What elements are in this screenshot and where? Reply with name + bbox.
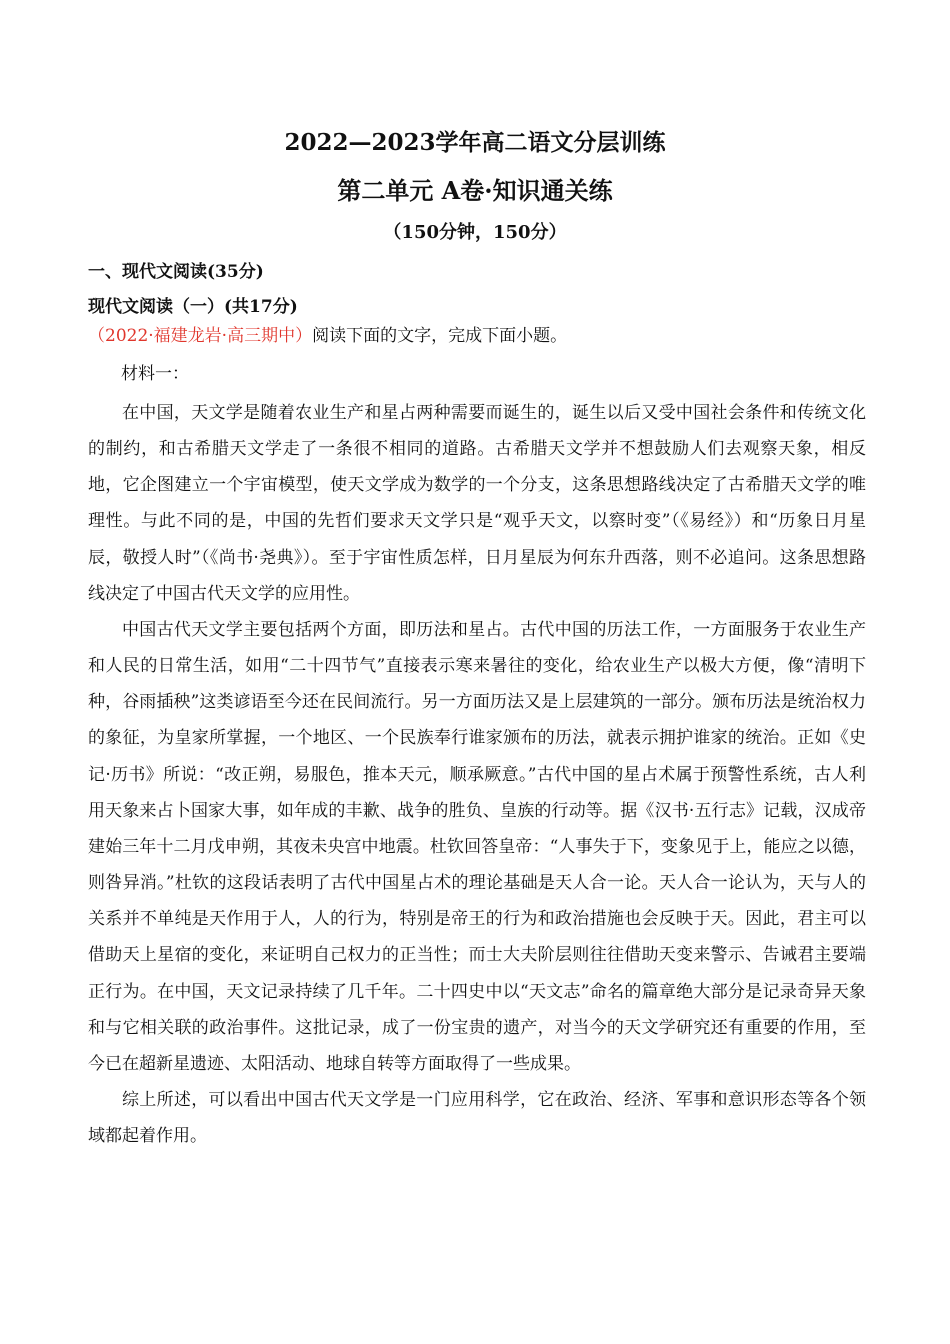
paragraph: 在中国，天文学是随着农业生产和星占两种需要而诞生的，诞生以后又受中国社会条件和传统文化的制约，和古希腊天文学走了一条很不相同的道路。古希腊天文学并不想鼓励人们去观察天象，相反地，它企图建立一个宇宙模型，使天文学成为数学的一个分支，这条思想路线决定了古希腊天文学的唯理性。与此不同的是，中国的先哲们要求天文学只是“观乎天文，以察时变”（《易经》）和“历象日月星辰，敬授人时”（《尚书·尧典》）。至于宇宙性质怎样，日月星辰为何东升西落，则不必追问。这条思想路线决定了中国古代天文学的应用性。 bbox=[88, 403, 866, 604]
paragraph: 中国古代天文学主要包括两个方面，即历法和星占。古代中国的历法工作，一方面服务于农业生产和人民的日常生活，如用“二十四节气”直接表示寒来暑往的变化，给农业生产以极大方便，像“清明下种，谷雨插秧”这类谚语至今还在民间流行。另一方面历法又是上层建筑的一部分。颁布历法是统治权力的象征，为皇家所掌握，一个地区、一个民族奉行谁家颁布的历法，就表示拥护谁家的统治。正如《史记·历书》所说：“改正朔，易服色，推本天元，顺承厥意。”古代中国的星占术属于预警性系统，古人利用天象来占卜国家大事，如年成的丰歉、战争的胜负、皇族的行动等。据《汉书·五行志》记载，汉成帝建始三年十二月戊申朔，其夜未央宫中地震。杜钦回答皇帝：“人事失于下，变象见于上，能应之以德，则咎异消。”杜钦的这段话表明了古代中国星占术的理论基础是天人合一论。天人合一论认为，天与人的关系并不单纯是天作用于人，人的行为，特别是帝王的行为和政治措施也会反映于天。因此，君主可以借助天上星宿的变化，来证明自己权力的正当性；而士大夫阶层则往往借助天变来警示、告诫君主要端正行为。在中国，天文记录持续了几千年。二十四史中以“天文志”命名的篇章绝大部分是记录奇异天象和与它相关联的政治事件。这批记录，成了一份宝贵的遗产，对当今的天文学研究还有重要的作用，至今已在超新星遗迹、太阳活动、地球自转等方面取得了一些成果。 bbox=[88, 619, 866, 1074]
time-score: （150分钟，150分） bbox=[383, 222, 567, 243]
instruction-text: 阅读下面的文字，完成下面小题。 bbox=[312, 326, 568, 346]
passage-body bbox=[88, 395, 866, 1154]
paragraph: 综上所述，可以看出中国古代天文学是一门应用科学，它在政治、经济、军事和意识形态等各个领域都起着作用。 bbox=[88, 1089, 866, 1147]
question-intro bbox=[88, 321, 567, 346]
page-subtitle: 第二单元 A卷·知识通关练 bbox=[337, 176, 613, 205]
section-subheading: 现代文阅读（一）(共17分) bbox=[88, 297, 298, 317]
page-title: 2022—2023学年高二语文分层训练 bbox=[284, 129, 666, 156]
material-label: 材料一： bbox=[121, 364, 189, 384]
source-note: （2022·福建龙岩·高三期中） bbox=[88, 326, 313, 346]
section-heading: 一、现代文阅读(35分) bbox=[88, 262, 264, 282]
